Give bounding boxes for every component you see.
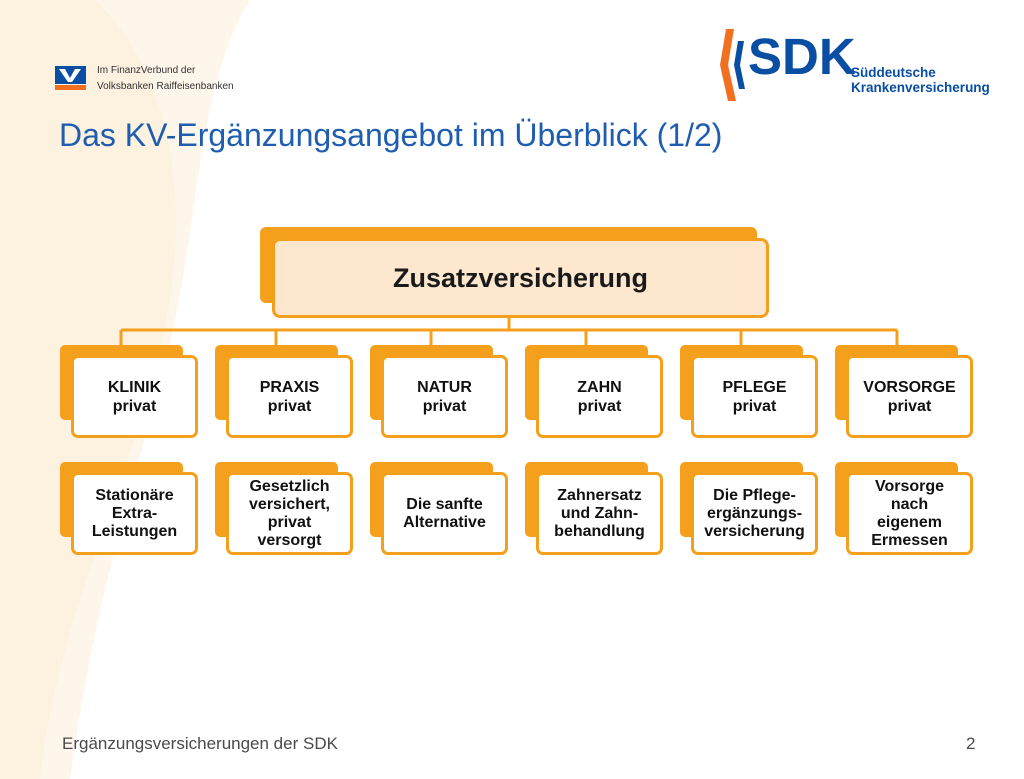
desc-line: Ermessen [871,531,948,549]
vr-line-1: Im FinanzVerbund der [97,65,196,76]
pflege-title: PFLEGE [722,378,787,396]
desc-line: versorgt [257,531,322,549]
zahn-desc [536,472,663,555]
vorsorge-title: VORSORGE [863,378,956,396]
desc-line: ergänzungs- [706,504,803,522]
pflege-subtitle: privat [732,397,777,415]
desc-line: Stationäre [95,486,174,504]
desc-line: versichert, [249,495,330,513]
desc-line: versicherung [704,522,805,540]
praxis-title: PRAXIS [259,378,320,396]
page-title: Das KV-Ergänzungsangebot im Überblick (1/2) [59,117,723,153]
natur-subtitle: privat [422,397,467,415]
desc-line: Extra- [111,504,158,522]
natur-title: NATUR [417,378,472,396]
pflege-desc [691,472,818,555]
desc-line: Die Pflege- [713,486,796,504]
sdk-wordmark: SDK [748,28,856,85]
page-number: 2 [966,734,976,753]
praxis-subtitle: privat [267,397,312,415]
root-node [272,238,769,318]
footer-text: Ergänzungsversicherungen der SDK [62,734,338,753]
vr-line-2: Volksbanken Raiffeisenbanken [97,81,234,92]
zahn-node [536,355,663,438]
vorsorge-node [846,355,973,438]
desc-line: Leistungen [91,522,178,540]
desc-line: Zahnersatz [557,486,642,504]
zahn-subtitle: privat [577,397,622,415]
desc-line: privat [267,513,312,531]
pflege-node [691,355,818,438]
sdk-subtitle-line-2: Krankenversicherung [851,80,990,95]
desc-line: und Zahn- [560,504,639,522]
desc-line: Vorsorge [874,477,945,495]
desc-line: Gesetzlich [249,477,330,495]
klinik-title: KLINIK [107,378,162,396]
vorsorge-desc [846,472,973,555]
natur-desc [381,472,508,555]
desc-line: behandlung [554,522,645,540]
desc-line: Die sanfte [406,495,483,513]
praxis-node [226,355,353,438]
klinik-subtitle: privat [112,397,157,415]
desc-line: eigenem [877,513,942,531]
desc-line: Alternative [403,513,486,531]
zahn-title: ZAHN [577,378,622,396]
root-label: Zusatzversicherung [392,262,649,293]
natur-node [381,355,508,438]
praxis-desc [226,472,353,555]
desc-line: nach [890,495,929,513]
sdk-subtitle-line-1: Süddeutsche [851,65,936,80]
klinik-desc [71,472,198,555]
vorsorge-subtitle: privat [887,397,932,415]
klinik-node [71,355,198,438]
